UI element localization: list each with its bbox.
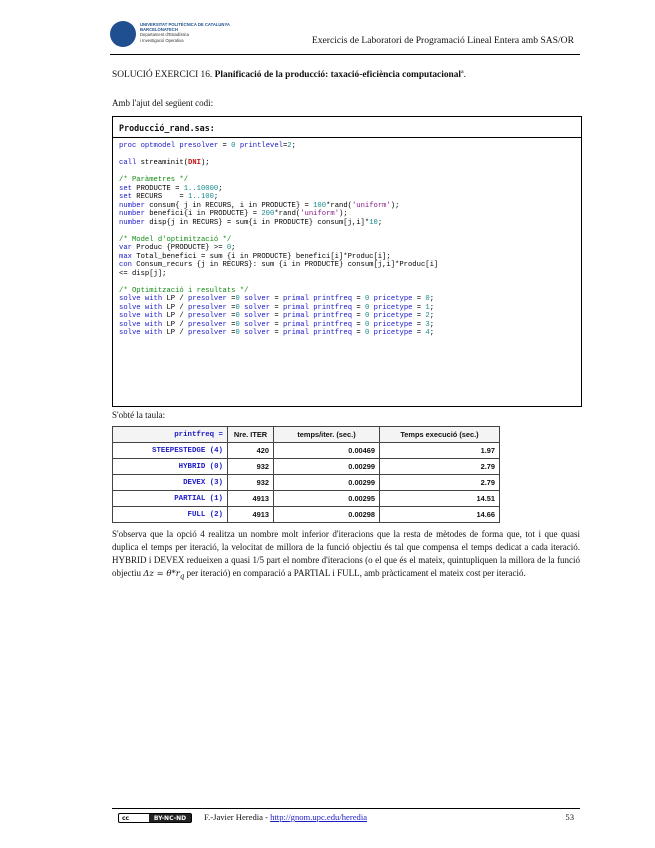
table-row <box>113 459 500 475</box>
code-file-name: Producció_rand.sas: <box>113 117 581 138</box>
cc-license-badge[interactable] <box>118 813 192 823</box>
formula <box>143 569 184 579</box>
cell-iterations: 932 <box>228 475 274 491</box>
conclusion-paragraph <box>112 528 580 583</box>
header-exec-time: Temps execució (sec.) <box>380 427 500 443</box>
formula-main: Δz = θ*r <box>143 569 180 579</box>
code-listing: proc optmodel presolver = 0 printlevel=2; call streaminit(DNI); /* Paràmetres */ set PRODUCTE = 1..10000; set RECURS = 1..100; number consum{ j in RECURS, i in PRODUCTE} = 100*rand('uniform'); number benefici{i in PRODUCTE} = 200*rand('uniform'); number disp{j in RECURS} = sum{i in PRODUCTE} consum[j,i]*10; /* Model d'optimització */ var Produc {PRODUCTE} >= 0; max Total_benefici = sum {i in PRODUCTE} benefici[i]*Produc[i]; con Consum_recurs {j in RECURS}: sum {i in PRODUCTE} consum[j,i]*Produc[i] <= disp[j]; /* Optimització i resultats */ solve with LP / presolver =0 solver = primal printfreq = 0 pricetype = 0; solve with LP / presolver =0 solver = primal printfreq = 0 pricetype = 1; solve with LP / presolver =0 solver = primal printfreq = 0 pricetype = 2; solve with LP / presolver =0 solver = primal printfreq = 0 pricetype = 3; solve with LP / presolver =0 solver = primal printfreq = 0 pricetype = 4; <box>119 142 439 337</box>
cell-option: STEEPESTEDGE (4) <box>113 443 228 459</box>
cell-time-per-iter: 0.00295 <box>274 491 380 507</box>
cell-time-per-iter: 0.00299 <box>274 459 380 475</box>
cc-license-type: BY-NC-ND <box>149 814 191 822</box>
logo-line-1: UNIVERSITAT POLITÈCNICA DE CATALUNYA <box>140 22 230 27</box>
logo-line-4: i Investigació Operativa <box>140 37 184 43</box>
table-row <box>113 475 500 491</box>
table-row <box>113 443 500 459</box>
paragraph-text-1: S'observa que la opció 4 realitza un nombre molt inferior d'iteracions que la resta de mètodes de forma que, tot i que quasi duplica el temps per iteració, la velocitat de millora de la funció objectiu és tal que compensa el temps dedicat a cada iteració. HYBRID i DEVEX redueixen a quasi 1/5 part el nombre d'iteracions (o el que és el mateix, quintupliquen la millora de la funció objectiu <box>112 529 580 578</box>
header-title: Exercicis de Laboratori de Programació Lineal Entera amb SAS/OR <box>311 35 574 46</box>
cc-icon: cc <box>122 815 130 822</box>
cell-iterations: 932 <box>228 459 274 475</box>
table-row <box>113 491 500 507</box>
table-intro: S'obté la taula: <box>112 410 166 420</box>
cell-exec-time: 14.51 <box>380 491 500 507</box>
header-iterations: Nre. ITER <box>228 427 274 443</box>
cell-exec-time: 14.66 <box>380 507 500 523</box>
intro-text: Amb l'ajut del següent codi: <box>112 98 214 108</box>
page-number: 53 <box>565 812 574 822</box>
cell-iterations: 420 <box>228 443 274 459</box>
paragraph-text-2: per iteració) en comparació a PARTIAL i FULL, amb pràcticament el mateix cost per iteració. <box>184 568 526 578</box>
table-header-row <box>113 427 500 443</box>
cell-option: FULL (2) <box>113 507 228 523</box>
upc-logo-icon <box>110 21 136 47</box>
cell-iterations: 4913 <box>228 507 274 523</box>
header-printfreq: printfreq = <box>113 427 228 443</box>
upc-logo <box>110 21 270 51</box>
logo-line-2: BARCELONATECH <box>140 27 178 33</box>
page-footer <box>112 808 580 823</box>
solution-title-text: Planificació de la producció: taxació-eficiència computacional <box>214 70 462 80</box>
header-time-per-iter: temps/iter. (sec.) <box>274 427 380 443</box>
cell-exec-time: 2.79 <box>380 459 500 475</box>
page-header <box>110 18 580 55</box>
logo-line-3: Departament d'Estadística <box>140 32 189 38</box>
cell-option: DEVEX (3) <box>113 475 228 491</box>
cell-iterations: 4913 <box>228 491 274 507</box>
cell-option: PARTIAL (1) <box>113 491 228 507</box>
cell-exec-time: 1.97 <box>380 443 500 459</box>
cell-exec-time: 2.79 <box>380 475 500 491</box>
solution-prefix: SOLUCIÓ EXERCICI 16. <box>112 70 213 80</box>
results-table <box>112 426 500 523</box>
solution-suffix: ª. <box>461 70 466 80</box>
cell-time-per-iter: 0.00469 <box>274 443 380 459</box>
table-row <box>113 507 500 523</box>
cell-time-per-iter: 0.00298 <box>274 507 380 523</box>
cell-time-per-iter: 0.00299 <box>274 475 380 491</box>
footer-author <box>204 812 367 822</box>
author-name: F.-Javier Heredia - <box>204 812 271 822</box>
solution-title <box>112 70 466 80</box>
author-homepage-link[interactable]: http://gnom.upc.edu/heredia <box>270 812 368 822</box>
code-box <box>112 116 582 407</box>
cell-option: HYBRID (0) <box>113 459 228 475</box>
formula-subscript: q <box>179 571 185 581</box>
